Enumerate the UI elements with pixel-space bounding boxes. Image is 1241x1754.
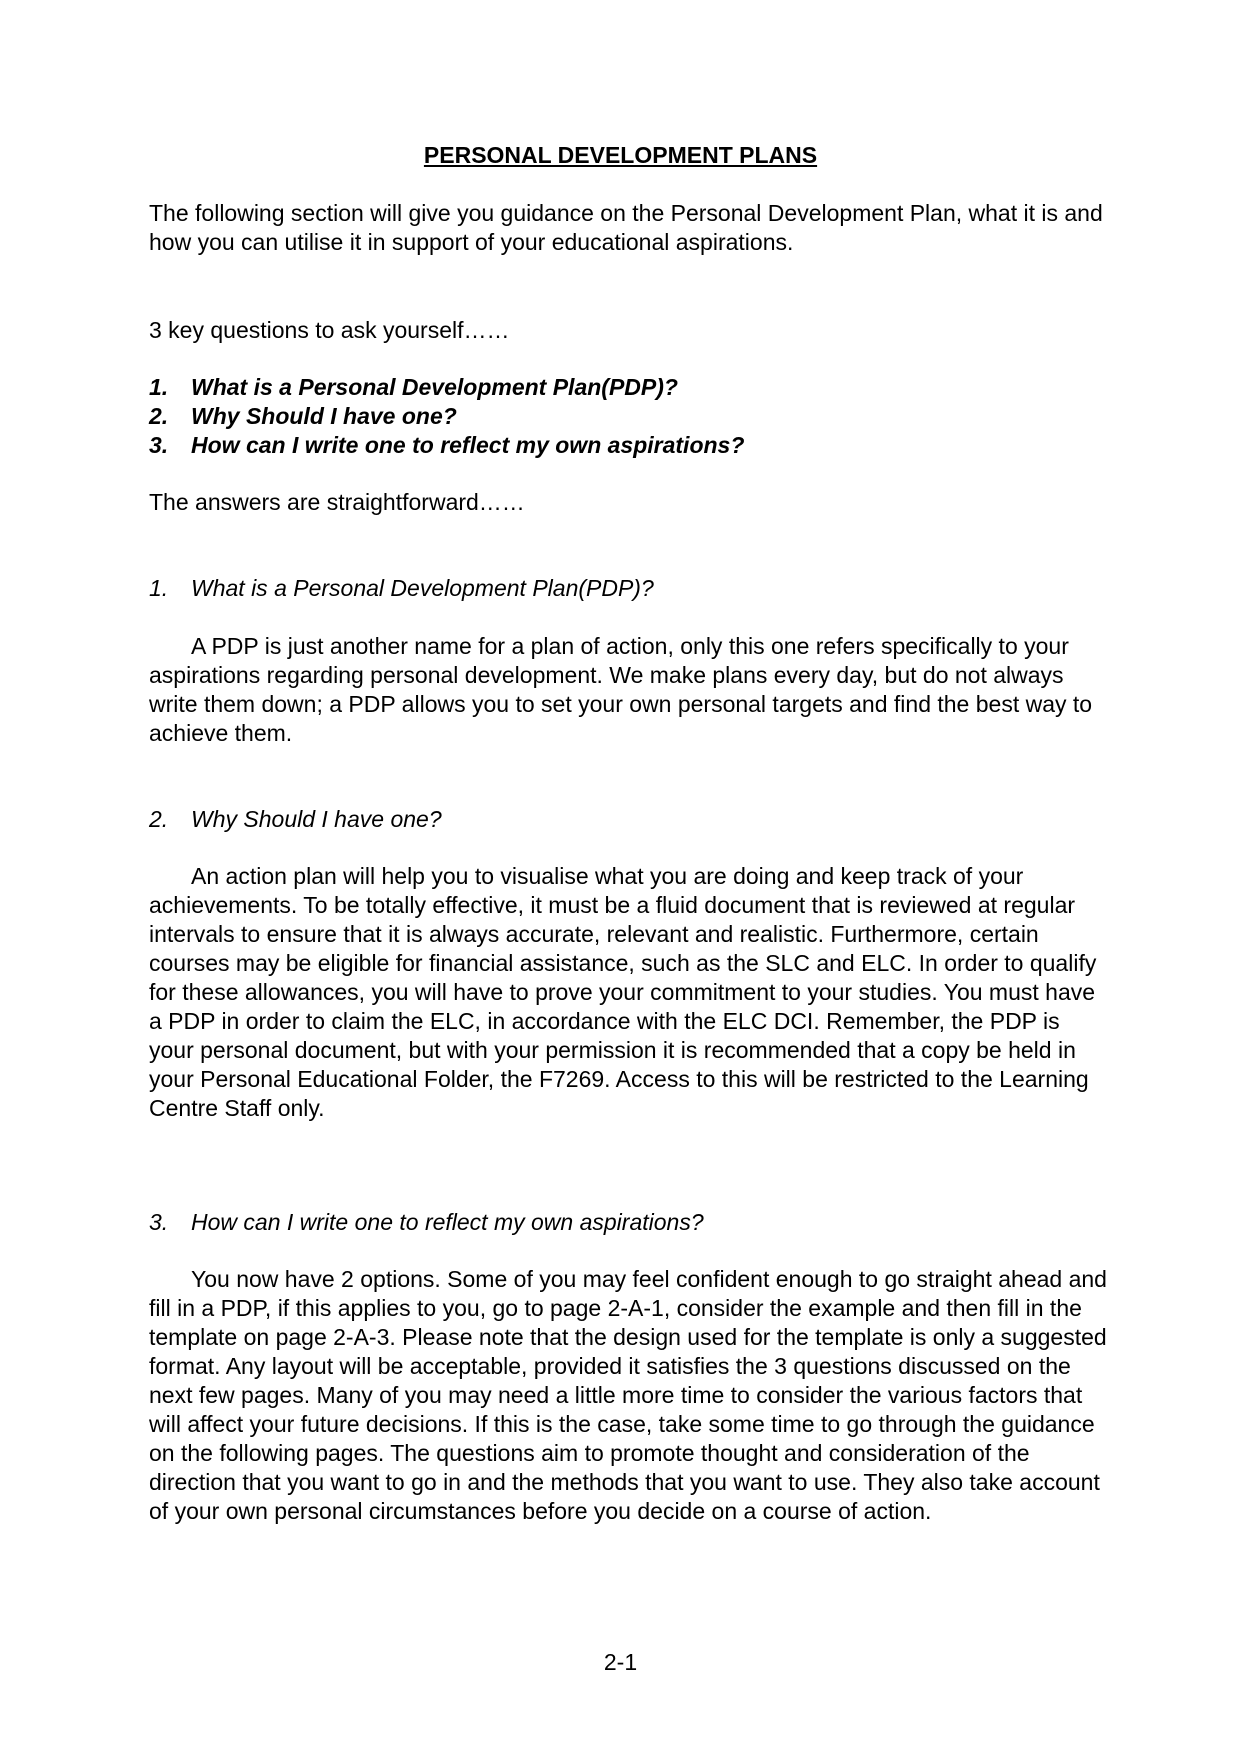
list-item-text: What is a Personal Development Plan(PDP)? [191, 374, 678, 400]
list-item-number: 1. [149, 374, 169, 400]
section-number: 1. [149, 575, 169, 601]
page-number: 2-1 [603, 1649, 638, 1675]
section-body-what-is-pdp: A PDP is just another name for a plan of action, only this one refers specifically to your aspirations regarding personal development. We make plans every day, but do not always write them down; a PDP allows you to set your own personal targets and find the best way to achieve them. [149, 633, 1093, 746]
list-item [149, 431, 1109, 460]
section-body-why-have-one: An action plan will help you to visualise what you are doing and keep track of your achievements. To be totally effective, it must be a fluid document that is reviewed at regular intervals to ensure that it is always accurate, relevant and realistic. Furthermore, certain courses may be eligible for financial assistance, such as the SLC and ELC. In order to qualify for these allowances, you will have to prove your commitment to your studies. You must have a PDP in order to claim the ELC, in accordance with the ELC DCI. Remember, the PDP is your personal document, but with your permission it is recommended that a copy be held in your Personal Educational Folder, the F7269. Access to this will be restricted to the Learning Centre Staff only. [149, 863, 1097, 1121]
intro-paragraph: The following section will give you guidance on the Personal Development Plan, what it is and how you can utilise it in support of your educational aspirations. [149, 200, 1103, 255]
key-questions-list [149, 373, 1109, 460]
answers-intro: The answers are straightforward…… [149, 489, 525, 515]
list-item-number: 2. [149, 403, 169, 429]
list-item [149, 402, 1109, 431]
list-item-text: Why Should I have one? [191, 403, 457, 429]
list-item [149, 373, 1109, 402]
list-item-number: 3. [149, 432, 169, 458]
section-number: 2. [149, 806, 169, 832]
list-item-text: How can I write one to reflect my own aspirations? [191, 432, 745, 458]
section-heading-how-to-write [149, 1208, 1109, 1237]
document-title: PERSONAL DEVELOPMENT PLANS [423, 142, 818, 168]
section-heading-text: What is a Personal Development Plan(PDP)? [191, 575, 654, 601]
section-heading-what-is-pdp [149, 574, 1109, 603]
section-body-how-to-write: You now have 2 options. Some of you may feel confident enough to go straight ahead and fill in a PDP, if this applies to you, go to page 2-A-1, consider the example and then fill in the template on page 2-A-3. Please note that the design used for the template is only a suggested format. Any layout will be acceptable, provided it satisfies the 3 questions discussed on the next few pages. Many of you may need a little more time to consider the various factors that will affect your future decisions. If this is the case, take some time to go through the guidance on the following pages. The questions aim to promote thought and consideration of the direction that you want to go in and the methods that you want to use. They also take account of your own personal circumstances before you decide on a course of action. [149, 1266, 1107, 1524]
section-number: 3. [149, 1209, 169, 1235]
key-questions-intro: 3 key questions to ask yourself…… [149, 317, 510, 343]
section-heading-text: How can I write one to reflect my own aspirations? [191, 1209, 704, 1235]
section-heading-why-have-one [149, 805, 1109, 834]
section-heading-text: Why Should I have one? [191, 806, 442, 832]
